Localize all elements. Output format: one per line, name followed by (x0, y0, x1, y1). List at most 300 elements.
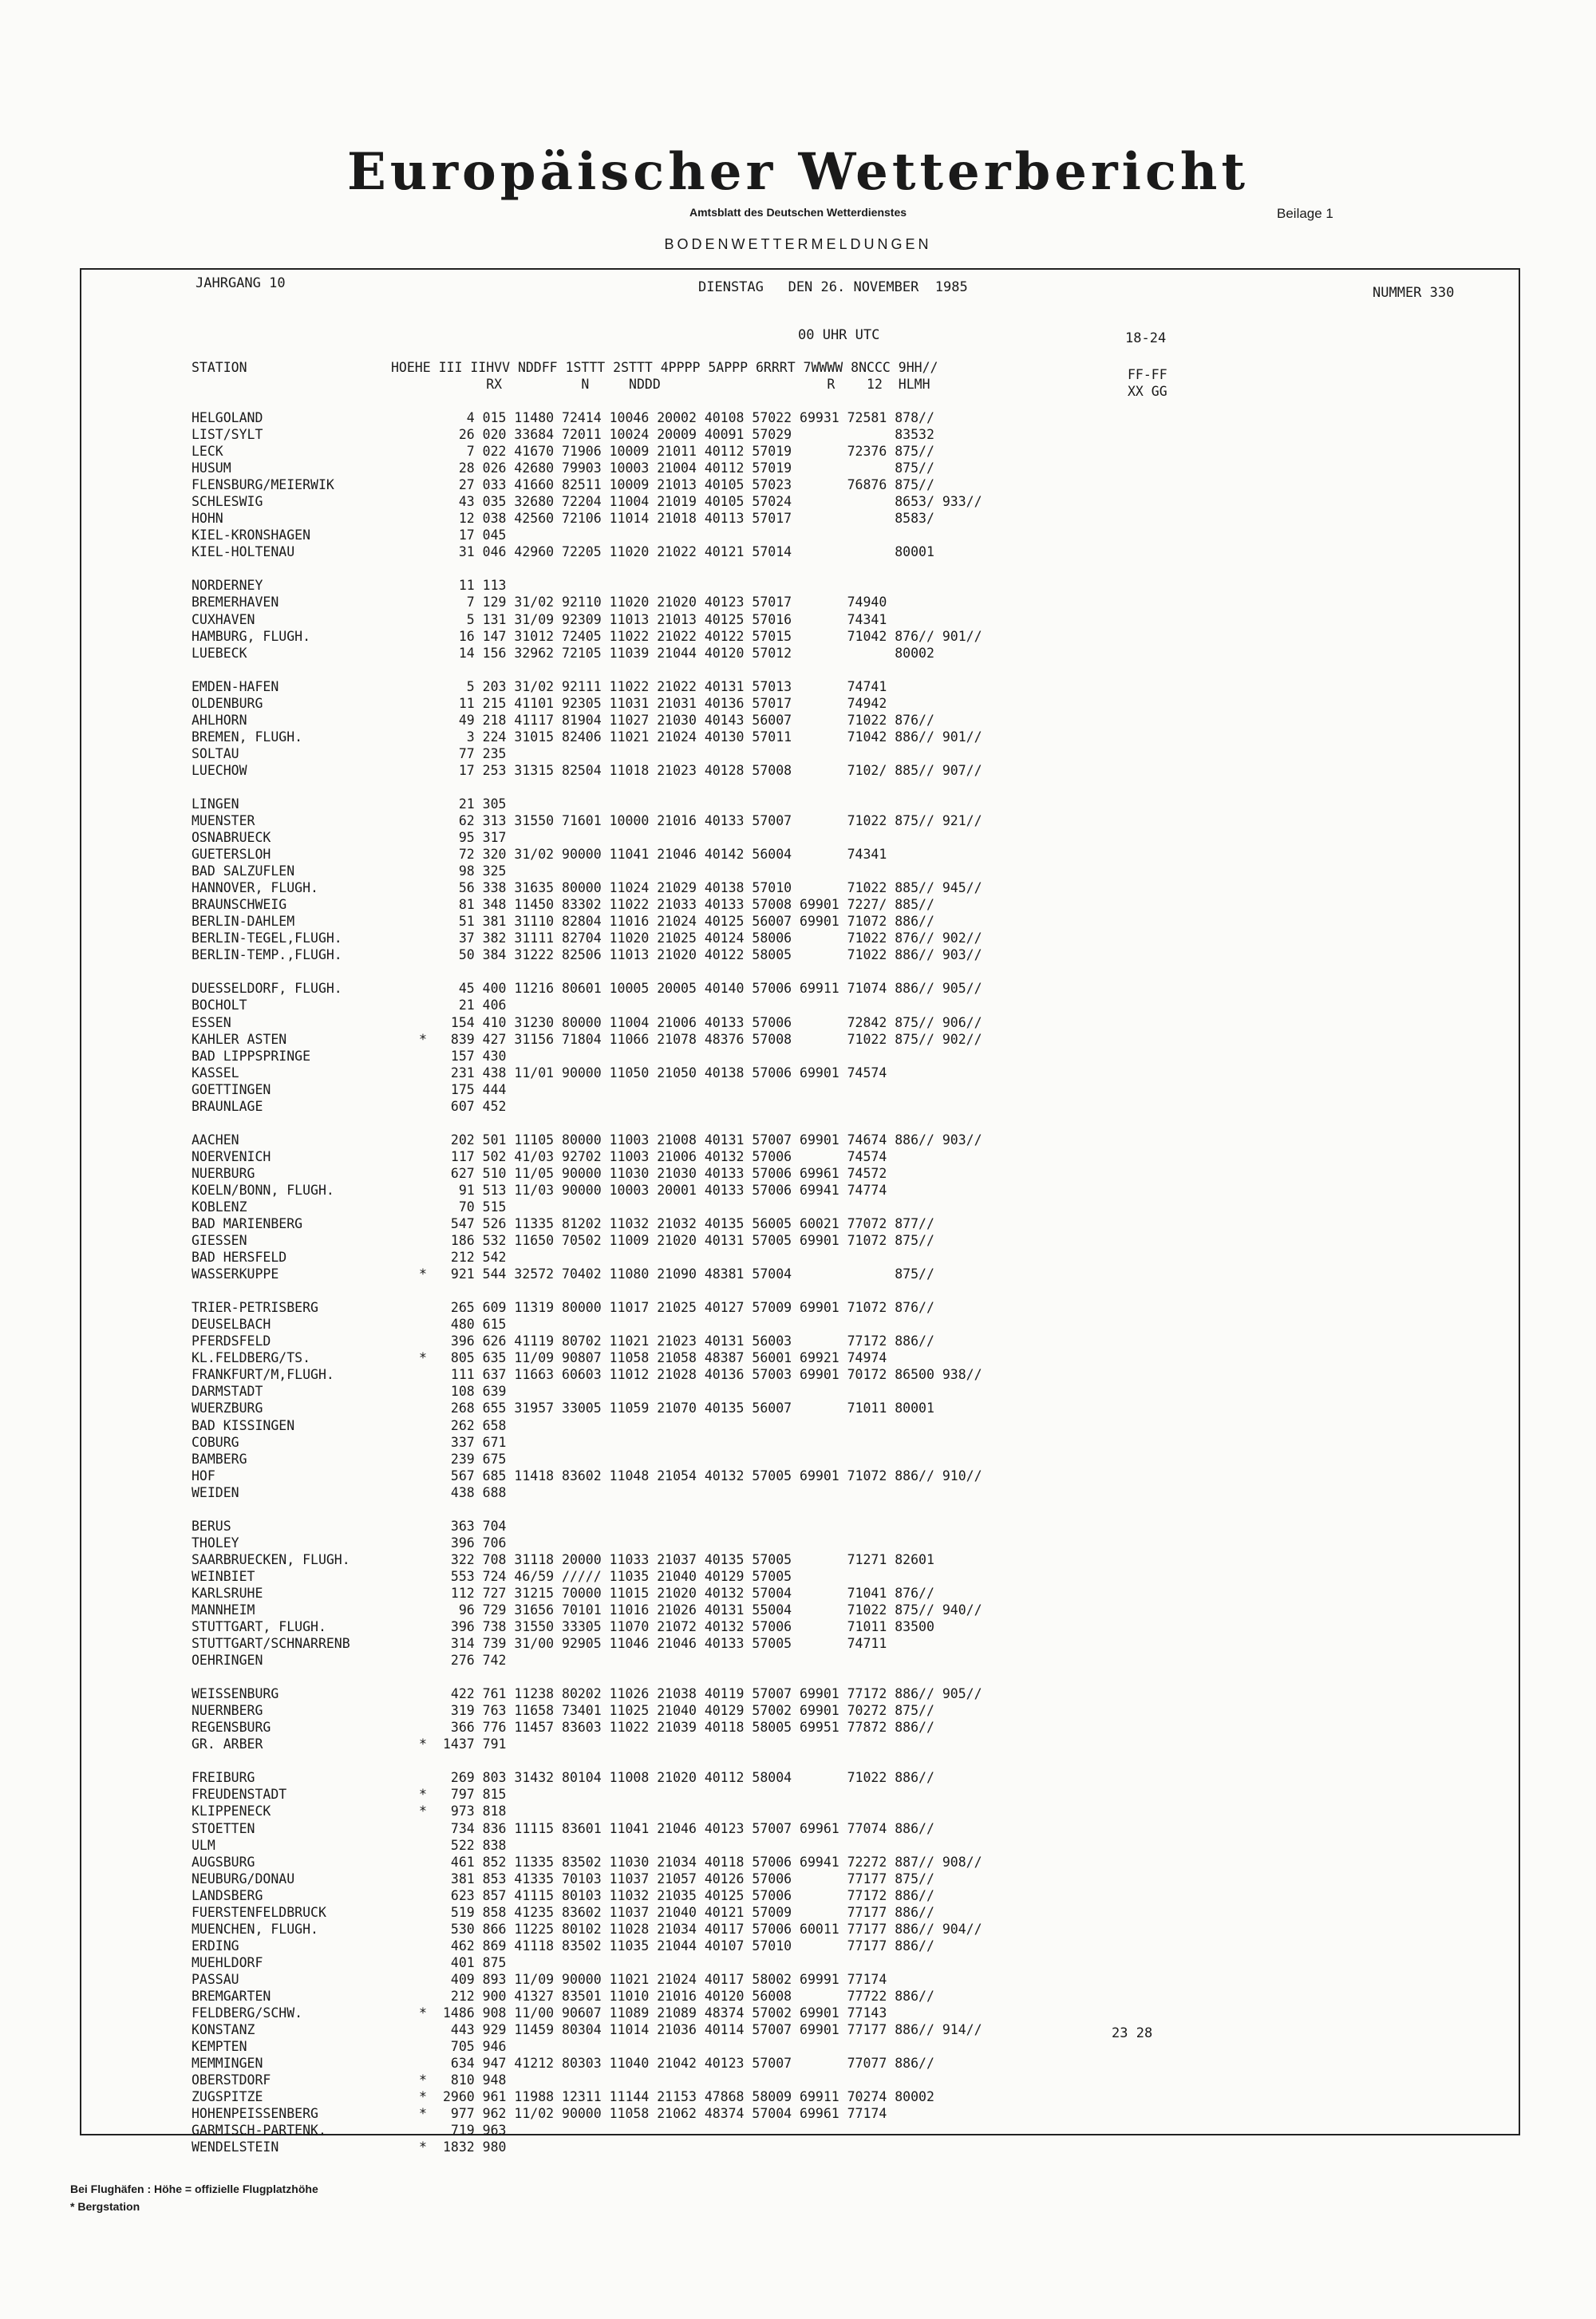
table-row (192, 1568, 1508, 1585)
mountain-station-marker (403, 1249, 443, 1266)
mountain-station-marker (403, 980, 443, 997)
table-row (192, 1551, 1508, 1568)
station-name: HOHENPEISSENBERG (192, 2106, 318, 2122)
station-data: 519 858 41235 83602 11037 21040 40121 57009 77177 886// (443, 1904, 934, 1920)
station-name: KONSTANZ (192, 2022, 255, 2038)
station-data: 49 218 41117 81904 11027 21030 40143 56007 71022 876// (443, 712, 934, 728)
station-name: DEUSELBACH (192, 1317, 271, 1333)
table-row (192, 1769, 1508, 1786)
station-name: PFERDSFELD (192, 1333, 271, 1349)
station-name: STOETTEN (192, 1820, 255, 1836)
table-row (192, 1132, 1508, 1148)
table-row (192, 896, 1508, 913)
table-row (192, 1451, 1508, 1468)
station-name: GUETERSLOH (192, 847, 271, 863)
station-data: 381 853 41335 70103 11037 21057 40126 57006 77177 875// (443, 1871, 934, 1886)
table-row (192, 1837, 1508, 1854)
mountain-station-marker (403, 1182, 443, 1199)
station-data: 202 501 11105 80000 11003 21008 40131 57007 69901 74674 886// 903// (443, 1132, 982, 1148)
station-data: 28 026 42680 79903 10003 21004 40112 57019 875// (443, 460, 934, 476)
station-name: WEINBIET (192, 1568, 255, 1584)
station-name: CUXHAVEN (192, 611, 255, 627)
station-data: 231 438 11/01 90000 11050 21050 40138 57006 69901 74574 (443, 1065, 887, 1080)
station-name: REGENSBURG (192, 1720, 271, 1736)
station-data: 634 947 41212 80303 11040 21042 40123 57007 77077 886// (443, 2056, 934, 2072)
station-name: MANNHEIM (192, 1602, 255, 1618)
station-name: FREUDENSTADT (192, 1787, 287, 1803)
station-name: MUENSTER (192, 812, 255, 828)
station-data: 157 430 (443, 1048, 507, 1064)
station-data: 11 113 (443, 578, 507, 594)
mountain-station-marker (403, 846, 443, 863)
station-data: 805 635 11/09 90807 11058 21058 48387 56001 69921 74974 (443, 1350, 887, 1366)
table-row (192, 409, 1508, 426)
table-row (192, 1484, 1508, 1501)
table-row (192, 1165, 1508, 1182)
station-data: 530 866 11225 80102 11028 21034 40117 57006 60011 77177 886// 904// (443, 1921, 982, 1937)
station-name: DUESSELDORF, FLUGH. (192, 981, 342, 997)
station-table (192, 409, 1508, 2155)
mountain-station-marker (403, 1954, 443, 1971)
table-row (192, 460, 1508, 476)
table-row (192, 1148, 1508, 1165)
mountain-station-marker (403, 1215, 443, 1232)
station-name: OEHRINGEN (192, 1653, 263, 1669)
station-name: KLIPPENECK (192, 1803, 271, 1819)
table-row (192, 913, 1508, 930)
mountain-station-marker (403, 1618, 443, 1635)
station-name: BAMBERG (192, 1451, 247, 1467)
station-data: 401 875 (443, 1954, 507, 1970)
mountain-station-marker (403, 829, 443, 846)
station-name: OSNABRUECK (192, 830, 271, 846)
table-row (192, 543, 1508, 560)
station-name: WEISSENBURG (192, 1686, 279, 1702)
table-row (192, 426, 1508, 443)
station-data: 973 818 (443, 1803, 507, 1819)
table-row (192, 796, 1508, 812)
station-name: WUERZBURG (192, 1400, 263, 1416)
station-data: 422 761 11238 80202 11026 21038 40119 57007 69901 77172 886// 905// (443, 1686, 982, 1702)
mountain-station-marker (403, 1921, 443, 1938)
mountain-station-marker (403, 1820, 443, 1837)
station-name: FRANKFURT/M,FLUGH. (192, 1367, 334, 1383)
station-name: COBURG (192, 1434, 239, 1450)
station-name: BRAUNSCHWEIG (192, 897, 287, 913)
subtitle: Amtsblatt des Deutschen Wetterdienstes (689, 206, 907, 219)
mountain-station-marker (403, 1434, 443, 1451)
station-name: KOBLENZ (192, 1199, 247, 1215)
mountain-station-marker (403, 796, 443, 812)
station-data: 117 502 41/03 92702 11003 21006 40132 57006 74574 (443, 1148, 887, 1164)
station-data: 265 609 11319 80000 11017 21025 40127 57009 69901 71072 876// (443, 1300, 934, 1316)
station-data: 175 444 (443, 1081, 507, 1097)
volume-label: JAHRGANG 10 (196, 275, 286, 291)
table-row (192, 980, 1508, 997)
mountain-station-marker (403, 594, 443, 610)
table-row (192, 628, 1508, 645)
table-row (192, 577, 1508, 594)
station-name: WENDELSTEIN (192, 2139, 279, 2155)
station-data: 26 020 33684 72011 10024 20009 40091 57029 83532 (443, 427, 934, 443)
mountain-station-marker (403, 1165, 443, 1182)
mountain-station-marker (403, 577, 443, 594)
station-name: EMDEN-HAFEN (192, 678, 279, 694)
station-data: 11 215 41101 92305 11031 21031 40136 57017 74942 (443, 695, 887, 711)
date-label: DIENSTAG DEN 26. NOVEMBER 1985 (698, 279, 968, 295)
station-name: KARLSRUHE (192, 1585, 263, 1601)
station-name: BAD KISSINGEN (192, 1417, 295, 1433)
station-data: 276 742 (443, 1653, 507, 1669)
station-name: DARMSTADT (192, 1384, 263, 1400)
mountain-station-marker (403, 1232, 443, 1249)
station-name: WEIDEN (192, 1484, 239, 1500)
station-name: ERDING (192, 1938, 239, 1954)
station-name: ULM (192, 1837, 215, 1853)
station-name: KOELN/BONN, FLUGH. (192, 1182, 334, 1198)
mountain-station-marker (403, 1148, 443, 1165)
station-name: THOLEY (192, 1535, 239, 1551)
station-name: KIEL-HOLTENAU (192, 544, 295, 560)
mountain-station-marker (403, 1837, 443, 1854)
station-name: NORDERNEY (192, 578, 263, 594)
station-data: 547 526 11335 81202 11032 21032 40135 56005 60021 77072 877// (443, 1216, 934, 1232)
mountain-station-marker (403, 527, 443, 543)
table-row (192, 1098, 1508, 1115)
table-row (192, 1249, 1508, 1266)
mountain-station-marker (403, 997, 443, 1013)
station-data: 72 320 31/02 90000 11041 21046 40142 56004 74341 (443, 847, 887, 863)
footnote-airports: Bei Flughäfen : Höhe = offizielle Flugplatzhöhe (70, 2183, 318, 2195)
mountain-station-marker (403, 1938, 443, 1954)
mountain-station-marker (403, 1098, 443, 1115)
mountain-station-marker (403, 426, 443, 443)
table-row (192, 2055, 1508, 2072)
mountain-station-marker (403, 1299, 443, 1316)
mountain-station-marker (403, 1199, 443, 1215)
station-name: BREMEN, FLUGH. (192, 729, 303, 745)
station-data: 1832 980 (443, 2139, 507, 2155)
station-name: HELGOLAND (192, 410, 263, 425)
station-name: SOLTAU (192, 745, 239, 761)
station-data: 839 427 31156 71804 11066 21078 48376 57008 71022 875// 902// (443, 1031, 982, 1047)
table-row (192, 527, 1508, 543)
station-data: 45 400 11216 80601 10005 20005 40140 57006 69911 71074 886// 905// (443, 981, 982, 997)
station-data: 98 325 (443, 863, 507, 879)
station-data: 4 015 11480 72414 10046 20002 40108 57022 69931 72581 878// (443, 410, 934, 425)
mountain-station-marker (403, 762, 443, 779)
table-row (192, 1921, 1508, 1938)
table-row (192, 997, 1508, 1013)
station-name: AUGSBURG (192, 1854, 255, 1870)
station-name: LUECHOW (192, 762, 247, 778)
mountain-station-marker (403, 1132, 443, 1148)
station-data: 734 836 11115 83601 11041 21046 40123 57007 69961 77074 886// (443, 1820, 934, 1836)
mountain-station-marker (403, 1854, 443, 1871)
mountain-station-marker (403, 1484, 443, 1501)
station-data: 409 893 11/09 90000 11021 21024 40117 58002 69991 77174 (443, 1971, 887, 1987)
station-name: HAMBURG, FLUGH. (192, 628, 311, 644)
mountain-station-marker (403, 678, 443, 695)
station-data: 337 671 (443, 1434, 507, 1450)
table-row (192, 712, 1508, 729)
station-data: 37 382 31111 82704 11020 21025 40124 58006 71022 876// 902// (443, 930, 982, 946)
station-data: 96 729 31656 70101 11016 21026 40131 55004 71022 875// 940// (443, 1602, 982, 1618)
mountain-station-marker (403, 1417, 443, 1434)
station-name: BAD SALZUFLEN (192, 863, 295, 879)
station-name: BERLIN-TEGEL,FLUGH. (192, 930, 342, 946)
mountain-station-marker: * (419, 2139, 427, 2155)
mountain-station-marker (403, 1719, 443, 1736)
station-data: 396 738 31550 33305 11070 21072 40132 57006 71011 83500 (443, 1619, 934, 1635)
table-row (192, 2005, 1508, 2021)
mountain-station-marker (403, 2021, 443, 2038)
station-name: STUTTGART/SCHNARRENB (192, 1636, 350, 1652)
mountain-station-marker (403, 645, 443, 662)
table-row (192, 1199, 1508, 1215)
supplement-label: Beilage 1 (1277, 206, 1333, 221)
station-name: LUEBECK (192, 645, 247, 661)
table-row (192, 829, 1508, 846)
mountain-station-marker (403, 1971, 443, 1988)
mountain-station-marker (403, 628, 443, 645)
mountain-station-marker (403, 1769, 443, 1786)
table-row (192, 1081, 1508, 1098)
table-row (192, 1182, 1508, 1199)
table-row (192, 2139, 1508, 2155)
station-data: 7 022 41670 71906 10009 21011 40112 57019 72376 875// (443, 444, 934, 460)
mountain-station-marker (403, 1904, 443, 1921)
mountain-station-marker (403, 510, 443, 527)
table-row (192, 1215, 1508, 1232)
station-name: BERLIN-DAHLEM (192, 914, 295, 930)
station-name: AHLHORN (192, 712, 247, 728)
mountain-station-marker: * (419, 2005, 427, 2021)
mountain-station-marker (403, 493, 443, 510)
station-name: MUEHLDORF (192, 1954, 263, 1970)
station-name: FLENSBURG/MEIERWIK (192, 477, 334, 493)
station-data: 27 033 41660 82511 10009 21013 40105 57023 76876 875// (443, 477, 934, 493)
station-data: 77 235 (443, 745, 507, 761)
station-name: LECK (192, 444, 223, 460)
mountain-station-marker (403, 1333, 443, 1349)
table-row (192, 1820, 1508, 1837)
station-data: 623 857 41115 80103 11032 21035 40125 57006 77172 886// (443, 1887, 934, 1903)
table-row (192, 1333, 1508, 1349)
table-row (192, 1065, 1508, 1081)
mountain-station-marker: * (419, 1031, 427, 1047)
mountain-station-marker (403, 2038, 443, 2055)
mountain-station-marker (403, 1316, 443, 1333)
station-data: 1486 908 11/00 90607 11089 21089 48374 57002 69901 77143 (443, 2005, 887, 2021)
station-data: 111 637 11663 60603 11012 21028 40136 57003 69901 70172 86500 938// (443, 1367, 982, 1383)
station-name: KL.FELDBERG/TS. (192, 1350, 311, 1366)
footnote-mountain-station: * Bergstation (70, 2200, 140, 2213)
station-data: 5 203 31/02 92111 11022 21022 40131 57013 74741 (443, 678, 887, 694)
table-row (192, 611, 1508, 628)
mountain-station-marker (403, 930, 443, 946)
station-name: KEMPTEN (192, 2039, 247, 2055)
table-row (192, 1602, 1508, 1618)
station-data: 43 035 32680 72204 11004 21019 40105 57024 8653/ 933// (443, 494, 982, 510)
station-data: 31 046 42960 72205 11020 21022 40121 57014 80001 (443, 544, 934, 560)
mountain-station-marker: * (419, 1266, 427, 1282)
station-data: 1437 791 (443, 1736, 507, 1752)
table-row (192, 745, 1508, 762)
table-row (192, 1266, 1508, 1282)
station-data: 607 452 (443, 1098, 507, 1114)
station-name: TRIER-PETRISBERG (192, 1300, 318, 1316)
table-row (192, 1618, 1508, 1635)
mountain-station-marker (403, 729, 443, 745)
mountain-station-marker (403, 946, 443, 963)
station-data: 269 803 31432 80104 11008 21020 40112 58004 71022 886// (443, 1770, 934, 1786)
station-name: PASSAU (192, 1971, 239, 1987)
station-data: 921 544 32572 70402 11080 21090 48381 57004 875// (443, 1266, 934, 1282)
station-data: 319 763 11658 73401 11025 21040 40129 57002 69901 70272 875// (443, 1703, 934, 1719)
station-data: 3 224 31015 82406 11021 21024 40130 57011 71042 886// 901// (443, 729, 982, 745)
table-row (192, 1971, 1508, 1988)
station-data: 112 727 31215 70000 11015 21020 40132 57004 71041 876// (443, 1585, 934, 1601)
station-name: NOERVENICH (192, 1148, 271, 1164)
table-row (192, 645, 1508, 662)
mountain-station-marker (403, 1685, 443, 1702)
table-row (192, 493, 1508, 510)
period-label: 18-24 (1125, 330, 1167, 346)
station-name: BERLIN-TEMP.,FLUGH. (192, 947, 342, 963)
station-data: 91 513 11/03 90000 10003 20001 40133 57006 69941 74774 (443, 1182, 887, 1198)
mountain-station-marker (403, 896, 443, 913)
table-row (192, 1400, 1508, 1416)
station-name: LIST/SYLT (192, 427, 263, 443)
station-data: 50 384 31222 82506 11013 21020 40122 58005 71022 886// 903// (443, 947, 982, 963)
station-name: KASSEL (192, 1065, 239, 1080)
station-data: 810 948 (443, 2072, 507, 2088)
station-data: 443 929 11459 80304 11014 21036 40114 57007 69901 77177 886// 914// (443, 2022, 982, 2038)
mountain-station-marker: * (419, 2089, 427, 2105)
station-name: FREIBURG (192, 1770, 255, 1786)
mountain-station-marker (403, 1468, 443, 1484)
station-data: 977 962 11/02 90000 11058 21062 48374 57004 69961 77174 (443, 2106, 887, 2122)
station-data: 16 147 31012 72405 11022 21022 40122 57015 71042 876// 901// (443, 628, 982, 644)
station-data: 56 338 31635 80000 11024 21029 40138 57010 71022 885// 945// (443, 880, 982, 896)
mountain-station-marker (403, 812, 443, 829)
table-row (192, 678, 1508, 695)
station-data: 7 129 31/02 92110 11020 21020 40123 57017 74940 (443, 595, 887, 610)
table-row (192, 812, 1508, 829)
table-row (192, 2021, 1508, 2038)
mountain-station-marker (403, 863, 443, 879)
mountain-station-marker (403, 913, 443, 930)
page-title: Europäischer Wetterbericht (347, 142, 1249, 202)
table-row (192, 1685, 1508, 1702)
table-row (192, 1702, 1508, 1719)
station-data: 797 815 (443, 1787, 507, 1803)
mountain-station-marker (403, 1535, 443, 1551)
table-row (192, 879, 1508, 896)
table-row (192, 1585, 1508, 1602)
station-data: 567 685 11418 83602 11048 21054 40132 57005 69901 71072 886// 910// (443, 1468, 982, 1483)
mountain-station-marker: * (419, 1803, 427, 1819)
table-row (192, 1299, 1508, 1316)
station-data: 461 852 11335 83502 11030 21034 40118 57006 69941 72272 887// 908// (443, 1854, 982, 1870)
table-row (192, 1736, 1508, 1752)
table-row (192, 729, 1508, 745)
station-name: BREMGARTEN (192, 1988, 271, 2004)
station-name: BERUS (192, 1518, 231, 1534)
station-name: WASSERKUPPE (192, 1266, 279, 1282)
station-name: BRAUNLAGE (192, 1098, 263, 1114)
mountain-station-marker (403, 1014, 443, 1031)
station-name: ZUGSPITZE (192, 2089, 263, 2105)
table-row (192, 863, 1508, 879)
station-name: MEMMINGEN (192, 2056, 263, 2072)
mountain-station-marker: * (419, 2072, 427, 2088)
station-name: ESSEN (192, 1014, 231, 1030)
station-data: 17 253 31315 82504 11018 21023 40128 57008 7102/ 885// 907// (443, 762, 982, 778)
station-data: 5 131 31/09 92309 11013 21013 40125 57016 74341 (443, 611, 887, 627)
station-data: 719 963 (443, 2123, 507, 2139)
station-data: 21 305 (443, 796, 507, 812)
station-data: 21 406 (443, 998, 507, 1013)
station-name: BREMERHAVEN (192, 595, 279, 610)
station-name: NEUBURG/DONAU (192, 1871, 295, 1886)
mountain-station-marker (403, 1602, 443, 1618)
mountain-station-marker (403, 1635, 443, 1652)
station-name: FELDBERG/SCHW. (192, 2005, 303, 2021)
mountain-station-marker: * (419, 1787, 427, 1803)
mountain-station-marker (403, 879, 443, 896)
station-data: 12 038 42560 72106 11014 21018 40113 57017 8583/ (443, 511, 934, 527)
mountain-station-marker (403, 1887, 443, 1904)
mountain-station-marker (403, 409, 443, 426)
station-name: LANDSBERG (192, 1887, 263, 1903)
station-name: BAD MARIENBERG (192, 1216, 303, 1232)
table-row (192, 1938, 1508, 1954)
table-row (192, 1468, 1508, 1484)
side-note: 23 28 (1112, 2025, 1153, 2041)
table-row (192, 2088, 1508, 2105)
station-name: NUERNBERG (192, 1703, 263, 1719)
station-data: 322 708 31118 20000 11033 21037 40135 57005 71271 82601 (443, 1551, 934, 1567)
mountain-station-marker (403, 1652, 443, 1669)
table-row (192, 1383, 1508, 1400)
station-column-header: STATION (192, 360, 247, 375)
station-data: 212 900 41327 83501 11010 21016 40120 56008 77722 886// (443, 1988, 934, 2004)
station-name: HANNOVER, FLUGH. (192, 880, 318, 896)
station-data: 366 776 11457 83603 11022 21039 40118 58005 69951 77872 886// (443, 1720, 934, 1736)
station-name: BAD HERSFELD (192, 1250, 287, 1266)
station-data: 51 381 31110 82804 11016 21024 40125 56007 69901 71072 886// (443, 914, 934, 930)
code-column-header-line2: RX N NDDD R 12 HLMH (391, 377, 930, 392)
table-row (192, 510, 1508, 527)
table-row (192, 1635, 1508, 1652)
table-row (192, 476, 1508, 493)
mountain-station-marker (403, 1400, 443, 1416)
mountain-station-marker (403, 695, 443, 712)
station-data: 363 704 (443, 1518, 507, 1534)
station-data: 705 946 (443, 2039, 507, 2055)
mountain-station-marker (403, 1081, 443, 1098)
table-row (192, 1871, 1508, 1887)
station-data: 462 869 41118 83502 11035 21044 40107 57010 77177 886// (443, 1938, 934, 1954)
wind-column-header-line1: FF-FF (1128, 367, 1167, 382)
station-name: HOHN (192, 511, 223, 527)
mountain-station-marker (403, 476, 443, 493)
table-row (192, 1316, 1508, 1333)
table-row (192, 695, 1508, 712)
station-data: 14 156 32962 72105 11039 21044 40120 57012 80002 (443, 645, 934, 661)
